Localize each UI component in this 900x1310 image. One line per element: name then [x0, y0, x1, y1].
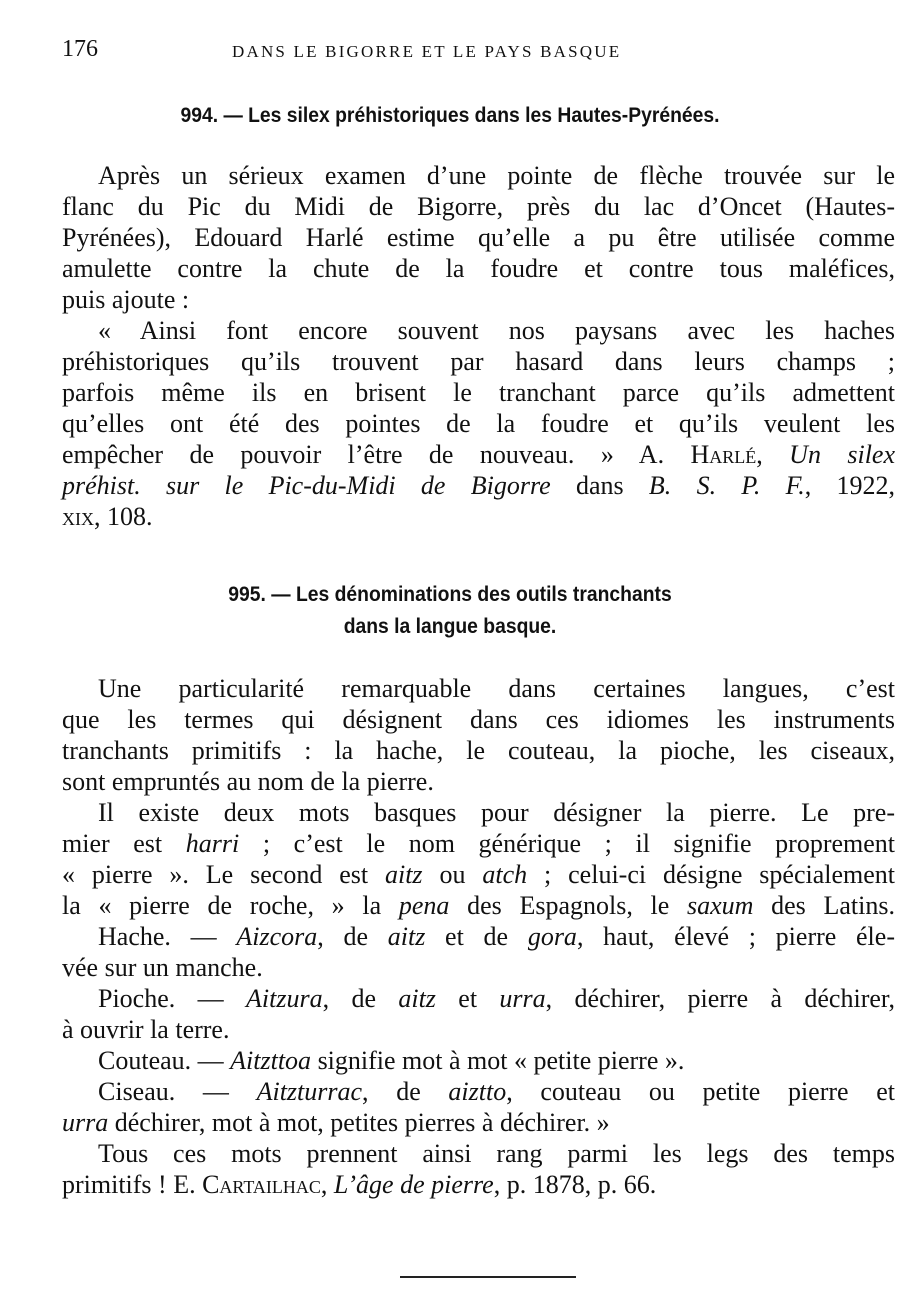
- text-line: [62, 191, 895, 222]
- text-segment: , 1922,: [804, 471, 895, 500]
- text-segment: Ciseau. —: [98, 1077, 257, 1106]
- italic-text: Aitzturrac: [256, 1077, 363, 1106]
- text-line: [62, 1107, 895, 1138]
- footer-rule: [400, 1276, 576, 1278]
- small-caps-text: Cartailhac: [202, 1170, 321, 1199]
- text-segment: tranchants primitifs : la hache, le couteau, la pioche, les ciseaux,: [62, 736, 895, 765]
- text-segment: signifie mot à mot « petite pierre ».: [311, 1046, 685, 1075]
- text-line: [62, 952, 895, 983]
- text-segment: sont empruntés au nom de la pierre.: [62, 767, 434, 796]
- text-line: [62, 470, 895, 501]
- text-line: [62, 222, 895, 253]
- text-segment: Couteau. —: [98, 1046, 231, 1075]
- section-995-title-line1: 995. — Les dénominations des outils tranchants: [228, 583, 672, 606]
- text-segment: à ouvrir la terre.: [62, 1015, 230, 1044]
- text-segment: amulette contre la chute de la foudre et contre tous maléfices,: [62, 254, 895, 283]
- text-segment: Une particularité remarquable dans certaines langues, c’est: [98, 674, 895, 703]
- text-segment: dans: [550, 471, 649, 500]
- text-segment: flanc du Pic du Midi de Bigorre, près du lac d’Oncet (Hautes-: [62, 192, 895, 221]
- text-line: [62, 797, 895, 828]
- text-line: [62, 1076, 895, 1107]
- text-segment: , de: [317, 922, 388, 951]
- text-segment: ,: [756, 440, 790, 469]
- text-segment: et de: [425, 922, 528, 951]
- text-line: [62, 315, 895, 346]
- text-segment: empêcher de pouvoir l’être de nouveau. » A.: [62, 440, 691, 469]
- italic-text: Aitzura: [246, 984, 323, 1013]
- text-segment: Tous ces mots prennent ainsi rang parmi les legs des temps: [98, 1139, 895, 1168]
- text-segment: vée sur un manche.: [62, 953, 263, 982]
- section-994-body: [62, 160, 895, 532]
- italic-text: atch: [482, 860, 528, 889]
- text-segment: ,: [320, 1170, 334, 1199]
- text-line: [62, 921, 895, 952]
- text-line: [62, 1169, 895, 1200]
- text-segment: mier est: [62, 829, 186, 858]
- italic-text: urra: [62, 1108, 109, 1137]
- text-segment: , p. 1878, p. 66.: [493, 1170, 657, 1199]
- running-title: DANS LE BIGORRE ET LE PAYS BASQUE: [232, 42, 622, 61]
- text-line: [62, 1045, 895, 1076]
- italic-text: gora: [527, 922, 577, 951]
- text-segment: Il existe deux mots basques pour désigner la pierre. Le pre-: [98, 798, 895, 827]
- text-segment: préhistoriques qu’ils trouvent par hasard dans leurs champs ;: [62, 347, 895, 376]
- text-segment: , couteau ou petite pierre et: [506, 1077, 896, 1106]
- italic-text: saxum: [687, 891, 754, 920]
- text-segment: déchirer, mot à mot, petites pierres à déchirer. »: [108, 1108, 610, 1137]
- text-line: [62, 859, 895, 890]
- italic-text: L’âge de pierre: [333, 1170, 494, 1199]
- text-segment: , de: [322, 984, 399, 1013]
- text-segment: ou: [422, 860, 483, 889]
- text-segment: , de: [362, 1077, 449, 1106]
- text-segment: Pyrénées), Edouard Harlé estime qu’elle a pu être utilisée comme: [62, 223, 895, 252]
- text-segment: primitifs ! E.: [62, 1170, 203, 1199]
- text-segment: ; c’est le nom générique ; il signifie proprement: [239, 829, 895, 858]
- text-segment: des Espagnols, le: [449, 891, 687, 920]
- small-caps-text: xix: [62, 502, 94, 531]
- italic-text: B. S. P. F.: [648, 471, 805, 500]
- text-line: [62, 766, 895, 797]
- text-line: [62, 673, 895, 704]
- text-segment: Hache. —: [98, 922, 237, 951]
- page-number: 176: [62, 36, 98, 62]
- italic-text: harri: [185, 829, 240, 858]
- text-segment: ; celui-ci désigne spécialement: [527, 860, 896, 889]
- italic-text: Un silex: [789, 440, 895, 469]
- italic-text: urra: [499, 984, 546, 1013]
- section-995-title-line2: dans la langue basque.: [343, 615, 557, 638]
- text-line: [62, 983, 895, 1014]
- text-segment: Pioche. —: [98, 984, 246, 1013]
- text-segment: puis ajoute :: [62, 285, 190, 314]
- text-segment: que les termes qui désignent dans ces idiomes les instruments: [62, 705, 895, 734]
- italic-text: aiztto: [448, 1077, 507, 1106]
- text-line: [62, 439, 895, 470]
- italic-text: pena: [398, 891, 450, 920]
- italic-text: Aizcora: [236, 922, 318, 951]
- text-segment: , 108.: [94, 502, 153, 531]
- text-segment: , déchirer, pierre à déchirer,: [545, 984, 896, 1013]
- small-caps-text: Harlé: [690, 440, 757, 469]
- section-995-body: [62, 673, 895, 1200]
- text-line: [62, 828, 895, 859]
- text-segment: « Ainsi font encore souvent nos paysans avec les haches: [98, 316, 895, 345]
- text-line: [62, 704, 895, 735]
- text-segment: la « pierre de roche, » la: [62, 891, 399, 920]
- text-segment: et: [435, 984, 500, 1013]
- text-segment: parfois même ils en brisent le tranchant parce qu’ils admettent: [62, 378, 895, 407]
- text-line: [62, 408, 895, 439]
- text-line: [62, 160, 895, 191]
- italic-text: Aitzttoa: [230, 1046, 312, 1075]
- text-line: [62, 284, 895, 315]
- text-segment: des Latins.: [753, 891, 895, 920]
- text-line: [62, 253, 895, 284]
- italic-text: préhist. sur le Pic-du-Midi de Bigorre: [62, 471, 551, 500]
- text-segment: , haut, élevé ; pierre éle-: [576, 922, 895, 951]
- text-line: [62, 1138, 895, 1169]
- text-segment: « pierre ». Le second est: [62, 860, 385, 889]
- italic-text: aitz: [387, 922, 426, 951]
- text-line: [62, 377, 895, 408]
- text-line: [62, 1014, 895, 1045]
- text-segment: qu’elles ont été des pointes de la foudre et qu’ils veulent les: [62, 409, 895, 438]
- text-line: [62, 890, 895, 921]
- italic-text: aitz: [384, 860, 423, 889]
- text-segment: Après un sérieux examen d’une pointe de flèche trouvée sur le: [98, 161, 895, 190]
- italic-text: aitz: [398, 984, 436, 1013]
- text-line: [62, 735, 895, 766]
- text-line: [62, 501, 895, 532]
- section-994-title: 994. — Les silex préhistoriques dans les Hautes-Pyrénées.: [180, 104, 720, 127]
- text-line: [62, 346, 895, 377]
